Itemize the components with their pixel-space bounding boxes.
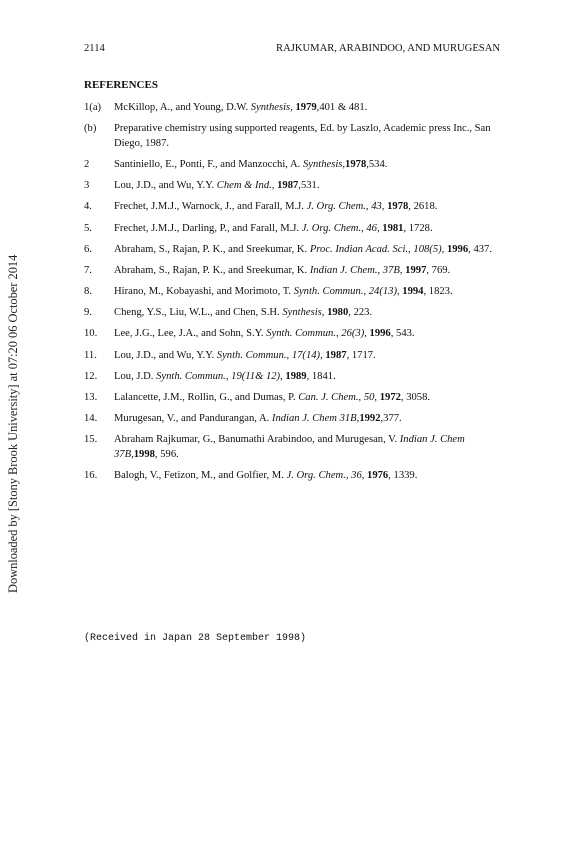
reference-item [84, 306, 502, 321]
reference-item [84, 349, 502, 364]
reference-number: 15. [84, 434, 98, 446]
reference-item [84, 285, 502, 300]
reference-text: Frechet, J.M.J., Darling, P., and Farall, M.J. J. Org. Chem., 46, 1981, 1728. [114, 222, 433, 234]
reference-number: 10. [84, 328, 98, 340]
reference-text: Lou, J.D., and Wu, Y.Y. Synth. Commun., 17(14), 1987, 1717. [114, 349, 376, 361]
reference-text: Cheng, Y.S., Liu, W.L., and Chen, S.H. Synthesis, 1980, 223. [114, 307, 373, 319]
reference-number: 14. [84, 413, 98, 425]
reference-text: Lee, J.G., Lee, J.A., and Sohn, S.Y. Synth. Commun., 26(3), 1996, 543. [114, 328, 415, 340]
reference-item [84, 101, 502, 116]
reference-text: Hirano, M., Kobayashi, and Morimoto, T. Synth. Commun., 24(13), 1994, 1823. [114, 286, 453, 298]
reference-item [84, 222, 502, 237]
reference-number: 9. [84, 307, 92, 319]
reference-number: (b) [84, 123, 97, 135]
reference-number: 7. [84, 264, 92, 276]
reference-item [84, 200, 502, 215]
reference-number: 2 [84, 158, 90, 170]
reference-item [84, 179, 502, 194]
references-heading: REFERENCES [84, 79, 158, 91]
reference-item [84, 370, 502, 385]
reference-text: Lou, J.D. Synth. Commun., 19(11& 12), 1989, 1841. [114, 370, 336, 382]
reference-text: Lalancette, J.M., Rollin, G., and Dumas, P. Can. J. Chem., 50, 1972, 3058. [114, 392, 431, 404]
reference-text: Preparative chemistry using supported reagents, Ed. by Laszlo, Academic press Inc., San Diego, 1987. [114, 123, 491, 149]
reference-number: 3 [84, 180, 90, 192]
reference-text: Abraham, S., Rajan, P. K., and Sreekumar, K. Indian J. Chem., 37B, 1997, 769. [114, 264, 451, 276]
reference-text: Murugesan, V., and Pandurangan, A. Indian J. Chem 31B,1992,377. [114, 413, 402, 425]
reference-number: 12. [84, 370, 98, 382]
references-list [84, 101, 502, 490]
reference-text: Frechet, J.M.J., Warnock, J., and Farall, M.J. J. Org. Chem., 43, 1978, 2618. [114, 201, 438, 213]
reference-item [84, 327, 502, 342]
reference-item [84, 243, 502, 258]
reference-text: Balogh, V., Fetizon, M., and Golfier, M. J. Org. Chem., 36, 1976, 1339. [114, 470, 418, 482]
page-number: 2114 [84, 43, 105, 54]
reference-item [84, 391, 502, 406]
reference-number: 5. [84, 222, 92, 234]
received-note: (Received in Japan 28 September 1998) [84, 633, 307, 644]
reference-item [84, 469, 502, 484]
reference-number: 13. [84, 392, 98, 404]
reference-item [84, 433, 502, 462]
reference-number: 11. [84, 349, 97, 361]
reference-text: Abraham Rajkumar, G., Banumathi Arabindoo, and Murugesan, V. Indian J. Chem 37B,1998, 596. [114, 434, 465, 460]
reference-number: 6. [84, 243, 92, 255]
running-header [84, 43, 500, 54]
reference-item [84, 158, 502, 173]
reference-item [84, 264, 502, 279]
reference-item [84, 412, 502, 427]
reference-number: 16. [84, 470, 98, 482]
reference-number: 8. [84, 286, 92, 298]
reference-number: 4. [84, 201, 92, 213]
reference-text: McKillop, A., and Young, D.W. Synthesis, 1979,401 & 481. [114, 102, 368, 113]
reference-item [84, 122, 502, 151]
running-title: RAJKUMAR, ARABINDOO, AND MURUGESAN [276, 43, 500, 54]
download-watermark: Downloaded by [Stony Brook University] at 07:20 06 October 2014 [6, 254, 20, 593]
reference-text: Lou, J.D., and Wu, Y.Y. Chem & Ind., 1987,531. [114, 180, 320, 192]
reference-number: 1(a) [84, 102, 102, 113]
reference-text: Santiniello, E., Ponti, F., and Manzocchi, A. Synthesis,1978,534. [114, 158, 388, 170]
reference-text: Abraham, S., Rajan, P. K., and Sreekumar, K. Proc. Indian Acad. Sci., 108(5), 1996, 437. [114, 243, 492, 255]
